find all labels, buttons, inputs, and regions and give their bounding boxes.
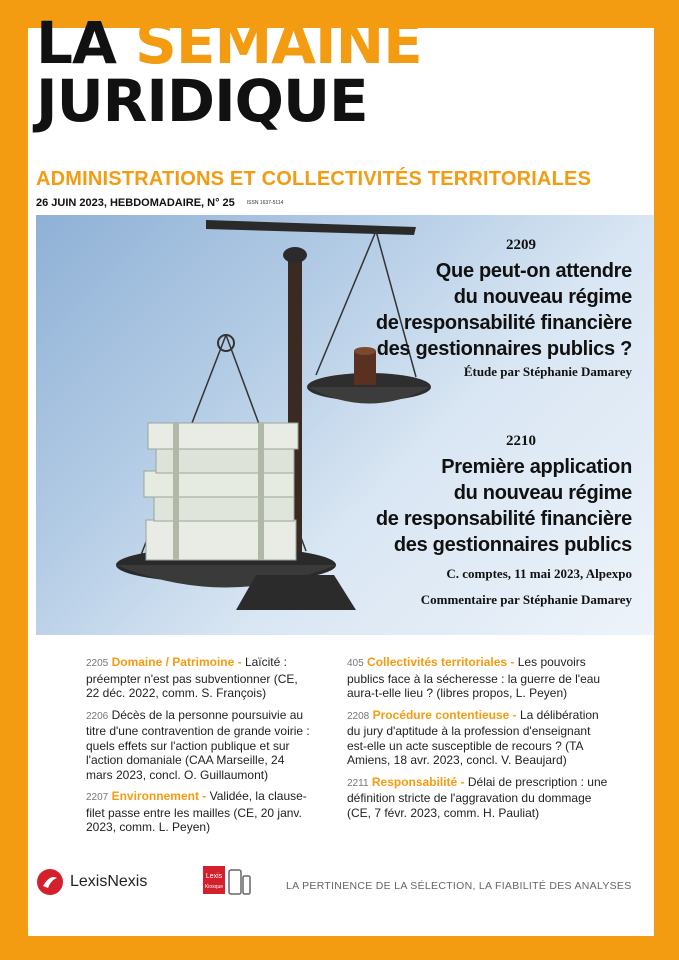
toc-text: Les pouvoirs publics face à la sécheresse : la guerre de l'eau aura-t-elle lieu ? (libres propos, L. Peyen) (347, 655, 601, 700)
lexisnexis-emblem-icon (36, 868, 64, 896)
toc-topic: Procédure contentieuse - (372, 707, 517, 722)
tagline: LA PERTINENCE DE LA SÉLECTION, LA FIABILITÉ DES ANALYSES (286, 880, 632, 892)
toc-left-column (86, 655, 311, 842)
issue-date: 26 JUIN 2023, HEBDOMADAIRE, N° 25 (36, 197, 235, 209)
toc-number: 2208 (347, 710, 370, 722)
masthead-la: LA (36, 9, 136, 77)
kiosque-devices-icon (203, 866, 251, 896)
issn: ISSN 1637-5114 (246, 200, 284, 207)
article-title (376, 454, 632, 558)
article-title-line: du nouveau régime (453, 286, 632, 308)
toc-item (347, 775, 609, 821)
toc-item (347, 708, 609, 768)
article-title-line: de responsabilité financière (375, 312, 632, 334)
toc-number: 2206 (86, 710, 109, 722)
toc-number: 2211 (347, 777, 369, 789)
lexisnexis-logo (36, 868, 147, 896)
toc-right-column (347, 655, 609, 827)
article-number: 2210 (506, 433, 536, 449)
toc-topic: Collectivités territoriales - (367, 655, 515, 669)
article-title-line: du nouveau régime (453, 482, 632, 504)
publication-subtitle: ADMINISTRATIONS ET COLLECTIVITÉS TERRITORIALES (36, 168, 592, 190)
masthead-semaine: SEMAINE (135, 9, 422, 77)
masthead-juridique: JURIDIQUE (36, 67, 368, 135)
toc-number: 2205 (86, 658, 109, 669)
article-title-line: des gestionnaires publics (393, 534, 632, 556)
article-2209 (376, 237, 632, 380)
article-title-line: des gestionnaires publics ? (376, 338, 632, 360)
lexis-kiosque-badge (203, 866, 251, 901)
toc-text: Validée, la clause-filet passe entre les mailles (CE, 20 janv. 2023, comm. L. Peyen) (86, 789, 307, 834)
brand-name: LexisNexis (70, 873, 148, 890)
toc-topic: Environnement - (111, 789, 207, 803)
toc-item (347, 655, 609, 701)
toc-text: Décès de la personne poursuivie au titre d'une contravention de grande voirie : quels effets sur l'action publique et sur l'action domaniale (CAA Marseille, 24 mars 2023, concl. O. Guillaumont) (86, 707, 310, 782)
toc-number: 405 (347, 658, 364, 669)
toc-text: La délibération du jury d'aptitude à la profession d'enseignant est-elle un acte susceptible de recours ? (TA Amiens, 18 avr. 2023, concl. V. Beaujard) (347, 707, 599, 767)
toc-text: Laïcité : préempter n'est pas subventionner (CE, 22 déc. 2022, comm. S. François) (86, 655, 298, 700)
article-title (376, 258, 632, 362)
masthead (36, 9, 422, 135)
kiosque-label-top: Lexis (205, 873, 223, 880)
orange-border-right (654, 0, 679, 960)
kiosque-label-bottom: Kiosque (204, 884, 224, 890)
article-title-line: de responsabilité financière (375, 508, 632, 530)
toc-topic: Domaine / Patrimoine - (111, 655, 242, 669)
article-byline: Étude par Stéphanie Damarey (463, 364, 632, 379)
article-2210 (376, 433, 632, 608)
toc-topic: Responsabilité - (371, 774, 465, 789)
toc-item (86, 789, 311, 835)
article-number: 2209 (506, 237, 536, 253)
hero-image (36, 215, 654, 635)
article-title-line: Première application (441, 456, 632, 478)
toc-item (86, 655, 311, 701)
issue-line (36, 197, 283, 209)
article-title-line: Que peut-on attendre (435, 260, 632, 282)
toc-number: 2207 (86, 792, 109, 803)
article-byline: Commentaire par Stéphanie Damarey (420, 592, 632, 607)
toc-item (86, 708, 311, 783)
toc-text: Délai de prescription : une définition stricte de l'aggravation du dommage (CE, 7 févr. 2023, comm. H. Pauliat) (347, 774, 608, 820)
article-meta: C. comptes, 11 mai 2023, Alpexpo (446, 566, 632, 581)
